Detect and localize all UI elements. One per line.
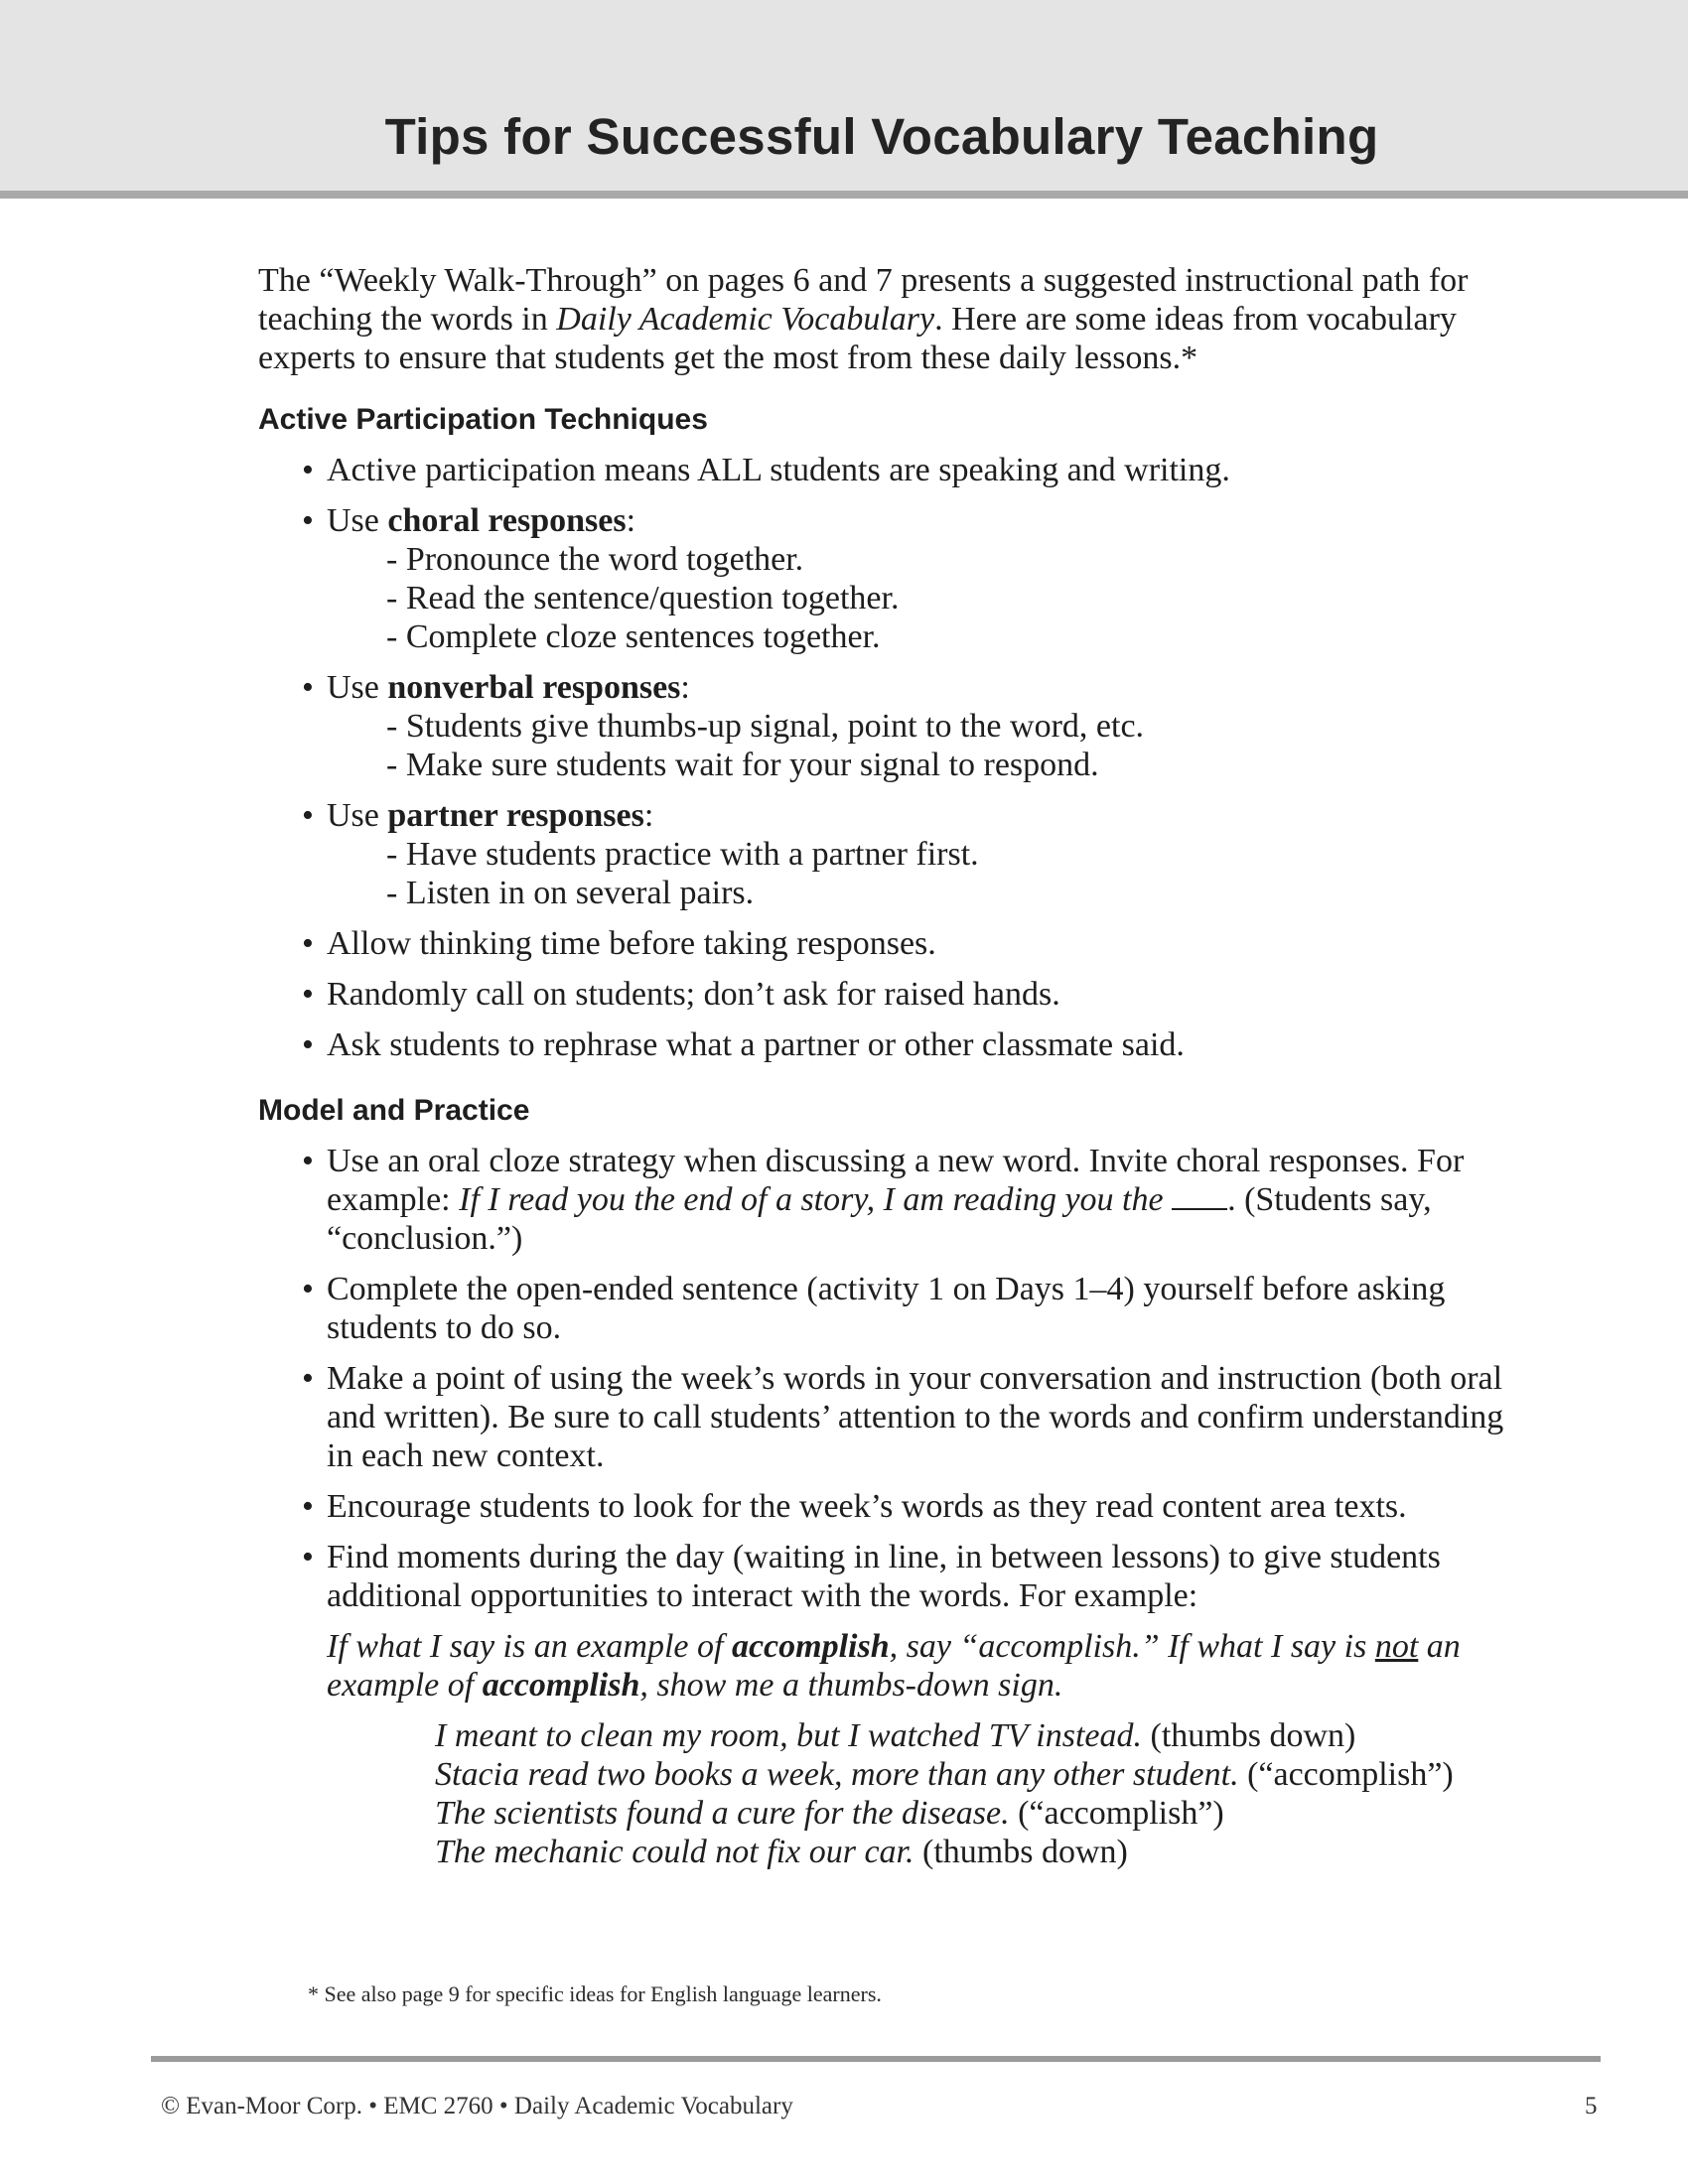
- example-sentence: Stacia read two books a week, more than any other student.: [435, 1756, 1239, 1793]
- example-row: [435, 1794, 1509, 1833]
- tip-prefix: Use: [327, 669, 388, 706]
- section-heading-model-practice: Model and Practice: [258, 1094, 530, 1127]
- game-instructions: [327, 1627, 1509, 1705]
- sub-list: [327, 707, 1509, 784]
- example-answer: (“accomplish”): [1009, 1795, 1224, 1832]
- tip-suffix: :: [680, 669, 690, 706]
- game-text: , say “accomplish.” If what I say is: [889, 1628, 1375, 1665]
- not-emphasis: not: [1374, 1628, 1419, 1665]
- tip-suffix: :: [626, 502, 636, 539]
- tip-keyword: nonverbal responses: [387, 669, 681, 706]
- example-sentence: I meant to clean my room, but I watched TV instead.: [435, 1717, 1143, 1754]
- example-row: [435, 1833, 1509, 1871]
- list-item: • Make a point of using the week’s words in your conversation and instruction (both oral and written). Be sure to call students’ attention to the words and confirm understanding in each new context.: [302, 1359, 1509, 1475]
- tip-text: . (Students say, “conclusion.”): [327, 1181, 1432, 1257]
- tip-prefix: Use: [327, 797, 388, 834]
- intro-text-2: . Here are some ideas from vocabulary experts to ensure that students get the most from these daily lessons.*: [258, 301, 1457, 376]
- sub-item: - Read the sentence/question together.: [386, 579, 1509, 617]
- intro-paragraph: [258, 261, 1509, 377]
- footer-divider: [151, 2056, 1601, 2062]
- active-participation-list: [258, 451, 1509, 1064]
- list-item: • Encourage students to look for the week’s words as they read content area texts.: [302, 1487, 1509, 1526]
- list-item: [302, 501, 1509, 656]
- list-item: • Ask students to rephrase what a partner or other classmate said.: [302, 1025, 1509, 1064]
- sub-item: - Pronounce the word together.: [386, 540, 1509, 579]
- tip-keyword: partner responses: [387, 797, 644, 834]
- list-item: [302, 668, 1509, 784]
- main-content: [258, 261, 1509, 1871]
- example-sentence: The mechanic could not fix our car.: [435, 1834, 914, 1870]
- sub-item: - Students give thumbs-up signal, point to the word, etc.: [386, 707, 1509, 746]
- sub-item: - Complete cloze sentences together.: [386, 617, 1509, 656]
- model-practice-list: [258, 1142, 1509, 1615]
- list-item: • Active participation means ALL students are speaking and writing.: [302, 451, 1509, 489]
- list-item: [302, 796, 1509, 912]
- list-item: • Randomly call on students; don’t ask for raised hands.: [302, 975, 1509, 1014]
- sub-item: - Have students practice with a partner first.: [386, 835, 1509, 874]
- footnote: * See also page 9 for specific ideas for English language learners.: [308, 1981, 882, 2006]
- intro-text-1: The “Weekly Walk-Through” on pages 6 and 7 presents a suggested instructional path for teaching the words in: [258, 262, 1469, 338]
- list-item: • Complete the open-ended sentence (activity 1 on Days 1–4) yourself before asking students to do so.: [302, 1270, 1509, 1347]
- sub-list: [327, 835, 1509, 912]
- example-answer: (“accomplish”): [1238, 1756, 1454, 1793]
- game-text: an example of: [327, 1628, 1461, 1704]
- game-text: If what I say is an example of: [327, 1628, 732, 1665]
- section-heading-active-participation: Active Participation Techniques: [258, 403, 708, 436]
- example-answer: (thumbs down): [914, 1834, 1128, 1870]
- target-word: accomplish: [482, 1667, 640, 1704]
- game-text: , show me a thumbs-down sign.: [639, 1667, 1063, 1704]
- cloze-example: If I read you the end of a story, I am reading you the: [459, 1181, 1173, 1218]
- example-sentences: [435, 1716, 1509, 1871]
- footer-copyright: © Evan-Moor Corp. • EMC 2760 • Daily Academic Vocabulary: [161, 2093, 793, 2119]
- example-row: [435, 1716, 1509, 1755]
- example-row: [435, 1755, 1509, 1794]
- list-item: • Find moments during the day (waiting in line, in between lessons) to give students additional opportunities to interact with the words. For example:: [302, 1538, 1509, 1615]
- page-number: 5: [1585, 2093, 1598, 2119]
- example-answer: (thumbs down): [1142, 1717, 1356, 1754]
- header-divider: [0, 191, 1688, 199]
- tip-suffix: :: [643, 797, 654, 834]
- sub-item: - Listen in on several pairs.: [386, 874, 1509, 912]
- target-word: accomplish: [731, 1628, 890, 1665]
- list-item: • Allow thinking time before taking responses.: [302, 924, 1509, 963]
- example-sentence: The scientists found a cure for the disease.: [435, 1795, 1010, 1832]
- list-item: [302, 1142, 1509, 1258]
- cloze-blank: [1172, 1207, 1227, 1210]
- sub-list: [327, 540, 1509, 656]
- tip-prefix: Use: [327, 502, 388, 539]
- tip-keyword: choral responses: [387, 502, 627, 539]
- tip-text: Use an oral cloze strategy when discussing a new word. Invite choral responses. For example:: [327, 1143, 1465, 1218]
- page-title: Tips for Successful Vocabulary Teaching: [384, 108, 1379, 165]
- sub-item: - Make sure students wait for your signal to respond.: [386, 746, 1509, 784]
- book-title: Daily Academic Vocabulary: [556, 301, 935, 338]
